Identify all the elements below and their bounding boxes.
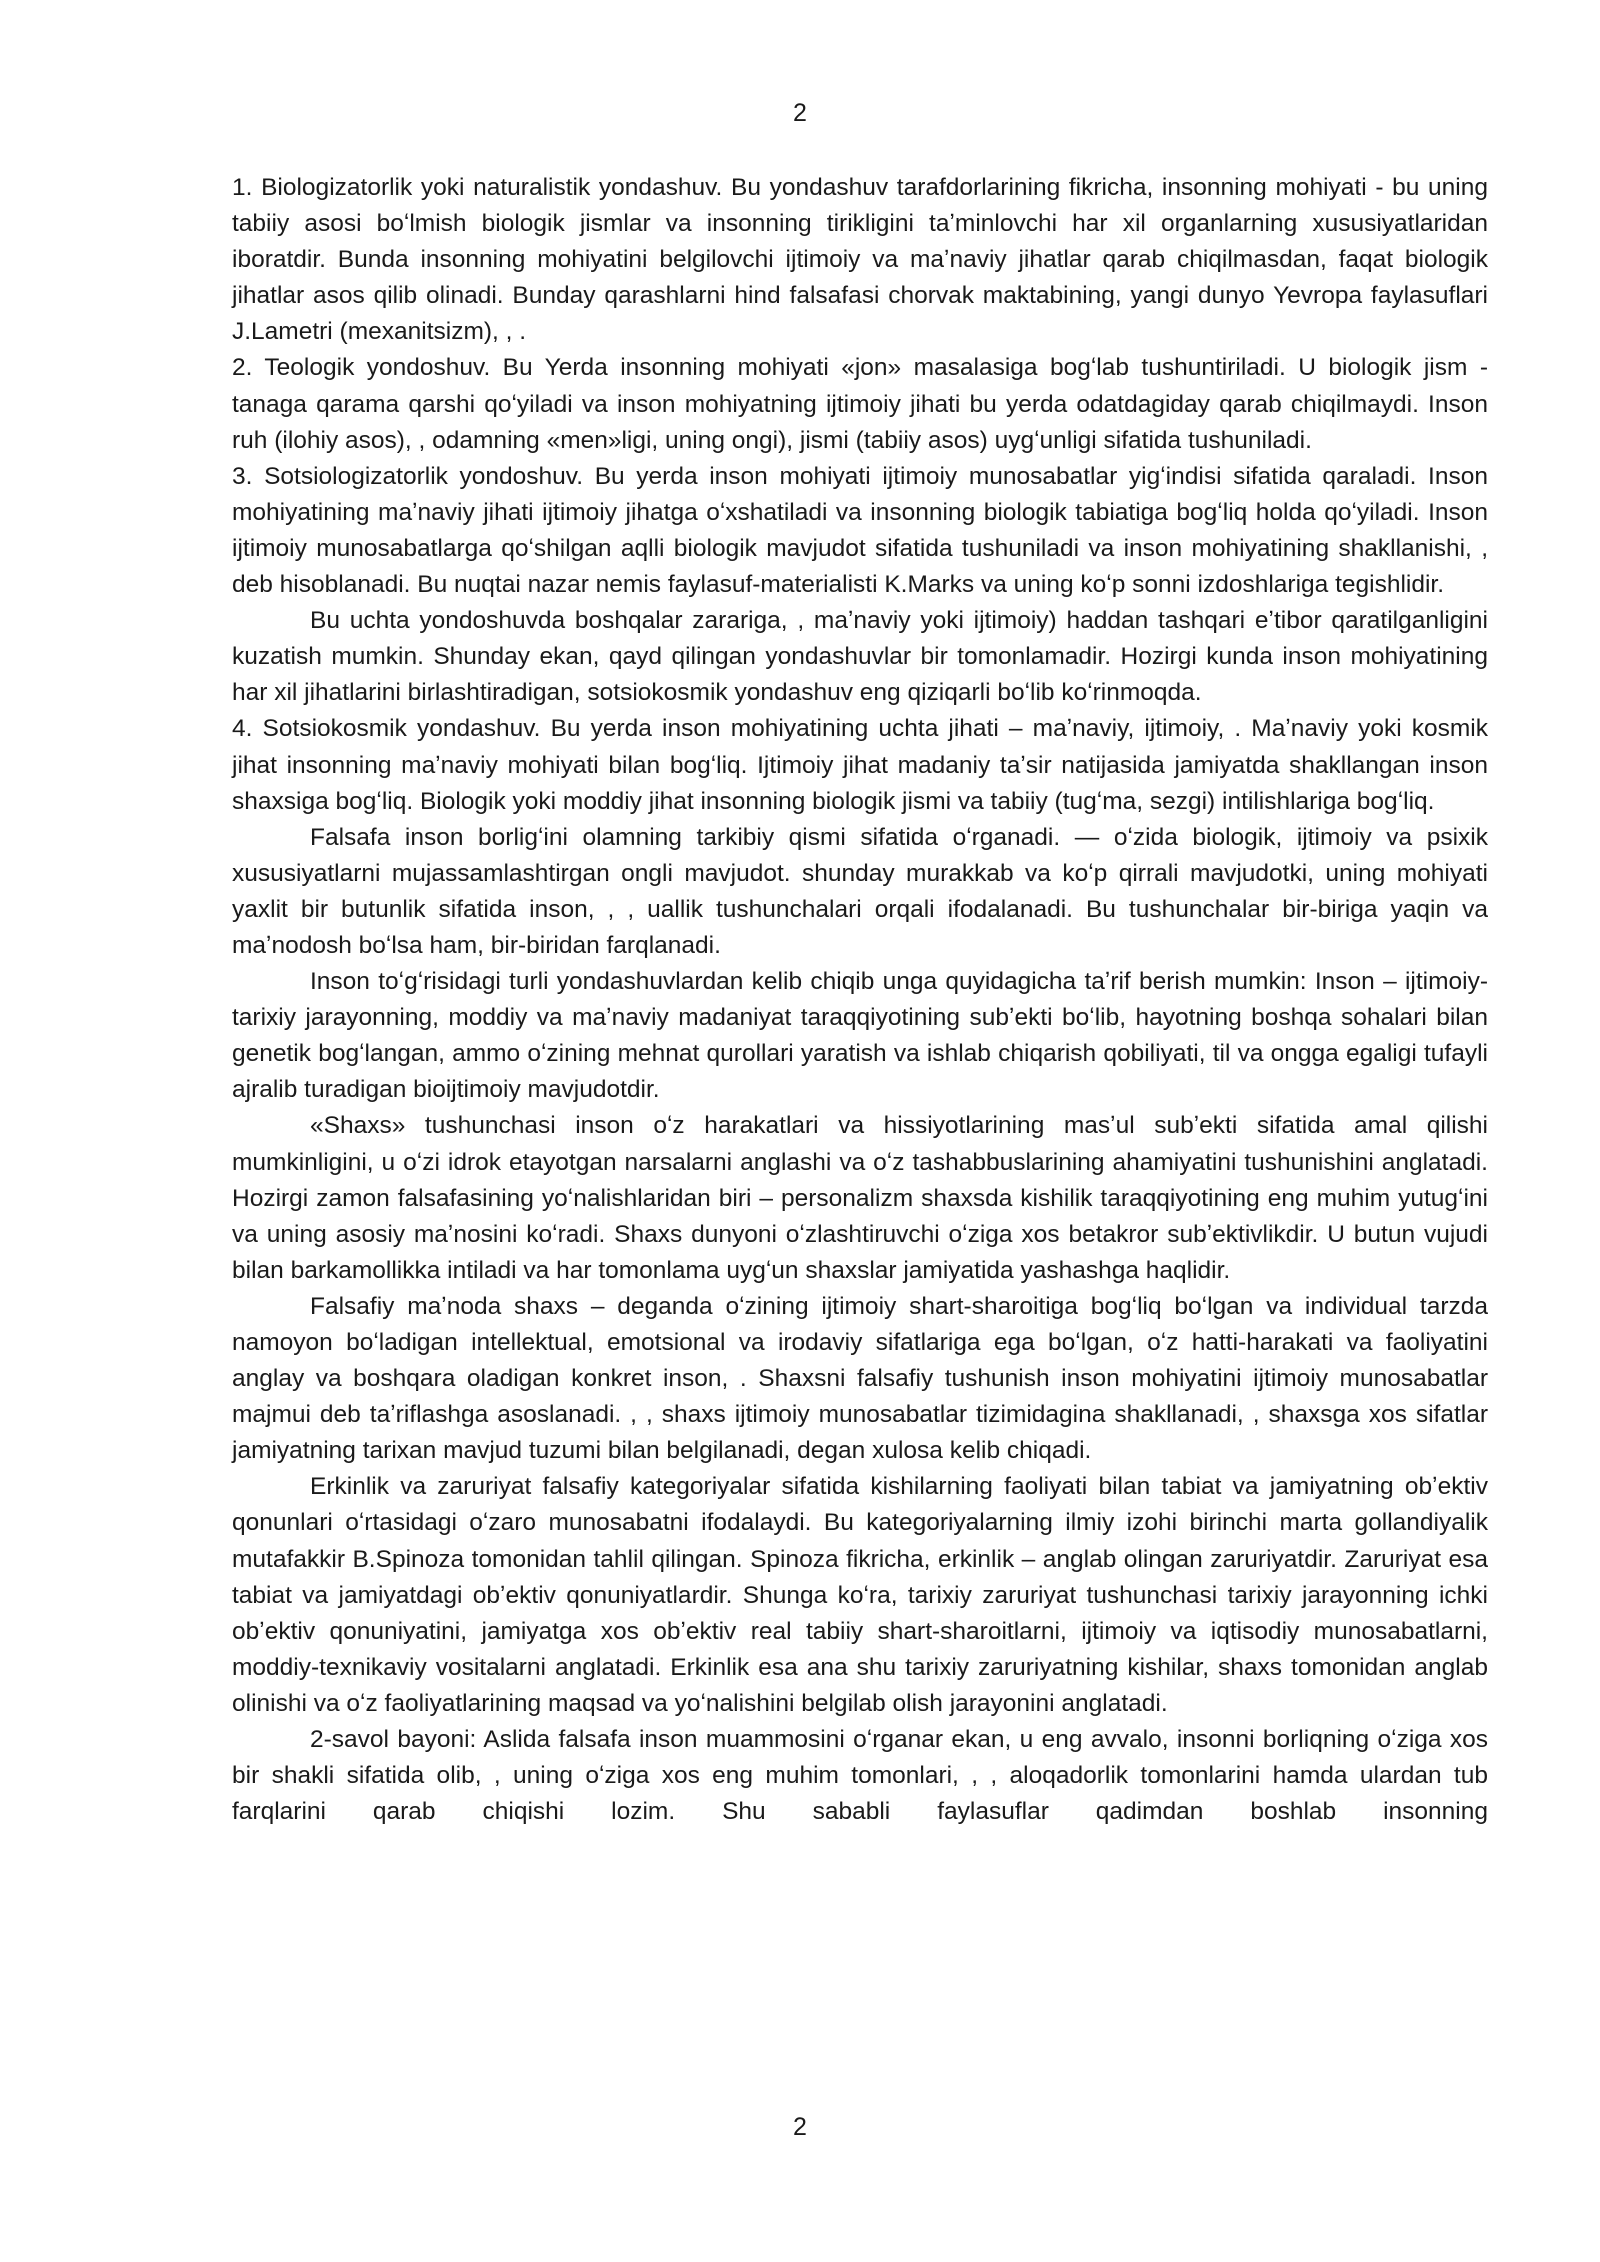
paragraph-shaxs-tushunchasi: «Shaxs» tushunchasi inson oʻz harakatlari va hissiyotlarining masʼul subʼekti sifatida amal qilishi mumkinligini, u oʻzi idrok etayotgan narsalarni anglashi va oʻz tashabbuslarining ahamiyatini tushunishini anglatadi. Hozirgi zamon falsafasining yoʻnalishlaridan biri – personalizm shaxsda kishilik taraqqiyotining eng muhim yutugʻini va uning asosiy maʼnosini koʻradi. Shaxs dunyoni oʻzlashtiruvchi oʻziga xos betakror subʼektivlikdir. U butun vujudi bilan barkamollikka intiladi va har tomonlama uygʻun shaxslar jamiyatida yashashga haqlidir.: [232, 1112, 1488, 1284]
paragraph-falsafa-inson: Falsafa inson borligʻini olamning tarkibiy qismi sifatida oʻrganadi. — oʻzida biologik, ijtimoiy va psixik xususiyatlarni mujassamlashtirgan ongli mavjudot. shunday murakkab va koʻp qirrali mavjudotki, uning mohiyati yaxlit bir butunlik sifatida inson, , , uallik tushunchalari orqali ifodalanadi. Bu tushunchalar bir-biriga yaqin va maʼnodosh boʻlsa ham, bir-biridan farqlanadi.: [232, 823, 1488, 959]
paragraph-teologik: 2. Teologik yondoshuv. Bu Yerda insonning mohiyati «jon» masalasiga bogʻlab tushuntiriladi. U biologik jism - tanaga qarama qarshi qoʻyiladi va inson mohiyatning ijtimoiy jihati bu yerda odatdagiday qarab chiqilmaydi. Inson ruh (ilohiy asos), , odamning «men»ligi, uning ongi), jismi (tabiiy asos) uygʻunligi sifatida tushuniladi.: [232, 354, 1488, 454]
paragraph-sotsiologizatorlik: 3. Sotsiologizatorlik yondoshuv. Bu yerda inson mohiyati ijtimoiy munosabatlar yigʻindisi sifatida qaraladi. Inson mohiyatining maʼnaviy jihati ijtimoiy jihatga oʻxshatiladi va insonning biologik tabiatiga bogʻliq holda qoʻyiladi. Inson ijtimoiy munosabatlarga qoʻshilgan aqlli biologik mavjudot sifatida tushuniladi va inson mohiyatining shakllanishi, , deb hisoblanadi. Bu nuqtai nazar nemis faylasuf-materialisti K.Marks va uning koʻp sonni izdoshlariga tegishlidir.: [232, 462, 1488, 599]
page-number-bottom: 2: [793, 2113, 807, 2141]
paragraph-inson-tarif: Inson toʻgʻrisidagi turli yondashuvlardan kelib chiqib unga quyidagicha taʼrif berish mumkin: Inson – ijtimoiy-tarixiy jarayonning, moddiy va maʼnaviy madaniyat taraqqiyotining subʼekti boʻlib, hayotning boshqa sohalari bilan genetik bogʻlangan, ammo oʻzining mehnat qurollari yaratish va ishlab chiqarish qobiliyati, til va ongga egaligi tufayli ajralib turadigan bioijtimoiy mavjudotdir.: [232, 968, 1488, 1104]
paragraph-falsafiy-shaxs: Falsafiy maʼnoda shaxs – deganda oʻzining ijtimoiy shart-sharoitiga bogʻliq boʻlgan va individual tarzda namoyon boʻladigan intellektual, emotsional va irodaviy sifatlariga ega boʻlgan, oʻz hatti-harakati va faoliyatini anglay va boshqara oladigan konkret inson, . Shaxsni falsafiy tushunish inson mohiyatini ijtimoiy munosabatlar majmui deb taʼriflashga asoslanadi. , , shaxs ijtimoiy munosabatlar tizimidagina shakllanadi, , shaxsga xos sifatlar jamiyatning tarixan mavjud tuzumi bilan belgilanadi, degan xulosa kelib chiqadi.: [232, 1292, 1488, 1465]
paragraph-sotsiokosmik: 4. Sotsiokosmik yondashuv. Bu yerda inson mohiyatining uchta jihati – maʼnaviy, ijtimoiy, . Maʼnaviy yoki kosmik jihat insonning maʼnaviy mohiyati bilan bogʻliq. Ijtimoiy jihat madaniy taʼsir natijasida jamiyatda shakllangan inson shaxsiga bogʻliq. Biologik yoki moddiy jihat insonning biologik jismi va tabiiy (tugʻma, sezgi) intilishlariga bogʻliq.: [232, 715, 1488, 815]
paragraph-erkinlik-zaruriyat: Erkinlik va zaruriyat falsafiy kategoriyalar sifatida kishilarning faoliyati bilan tabiat va jamiyatning obʼektiv qonunlari oʻrtasidagi oʻzaro munosabatni ifodalaydi. Bu kategoriyalarning ilmiy izohi birinchi marta gollandiyalik mutafakkir B.Spinoza tomonidan tahlil qilingan. Spinoza fikricha, erkinlik – anglab olingan zaruriyatdir. Zaruriyat esa tabiat va jamiyatdagi obʼektiv qonuniyatlardir. Shunga koʻra, tarixiy zaruriyat tushunchasi tarixiy jarayonning ichki obʼektiv qonuniyatini, jamiyatga xos obʼektiv real tabiiy shart-sharoitlarni, ijtimoiy va iqtisodiy munosabatlarni, moddiy-texnikaviy vositalarni anglatadi. Erkinlik esa ana shu tarixiy zaruriyatning kishilar, shaxs tomonidan anglab olinishi va oʻz faoliyatlarining maqsad va yoʻnalishini belgilab olish jarayonini anglatadi.: [232, 1473, 1488, 1717]
page-number-top: 2: [793, 99, 807, 127]
paragraph-uchta-yondoshuv: Bu uchta yondoshuvda boshqalar zarariga, , maʼnaviy yoki ijtimoiy) haddan tashqari eʼtibor qaratilganligini kuzatish mumkin. Shunday ekan, qayd qilingan yondashuvlar bir tomonlamadir. Hozirgi kunda inson mohiyatining har xil jihatlarini birlashtiradigan, sotsiokosmik yondashuv eng qiziqarli boʻlib koʻrinmoqda.: [232, 607, 1488, 707]
document-body: [232, 170, 1488, 1830]
paragraph-biologizatorlik: 1. Biologizatorlik yoki naturalistik yondashuv. Bu yondashuv tarafdorlarining fikricha, insonning mohiyati - bu uning tabiiy asosi boʻlmish biologik jismlar va insonning tirikligini taʼminlovchi har xil organlarning xususiyatlaridan iboratdir. Bunda insonning mohiyatini belgilovchi ijtimoiy va maʼnaviy jihatlar qarab chiqilmasdan, faqat biologik jihatlar asos qilib olinadi. Bunday qarashlarni hind falsafasi chorvak maktabining, yangi dunyo Yevropa faylasuflari J.Lametri (mexanitsizm), , .: [232, 174, 1488, 346]
paragraph-2-savol: 2-savol bayoni: Aslida falsafa inson muammosini oʻrganar ekan, u eng avvalo, insonni borliqning oʻziga xos bir shakli sifatida olib, , uning oʻziga xos eng muhim tomonlari, , , aloqadorlik tomonlarini hamda ulardan tub farqlarini qarab chiqishi lozim. Shu sababli faylasuflar qadimdan boshlab insonning: [232, 1726, 1488, 1826]
